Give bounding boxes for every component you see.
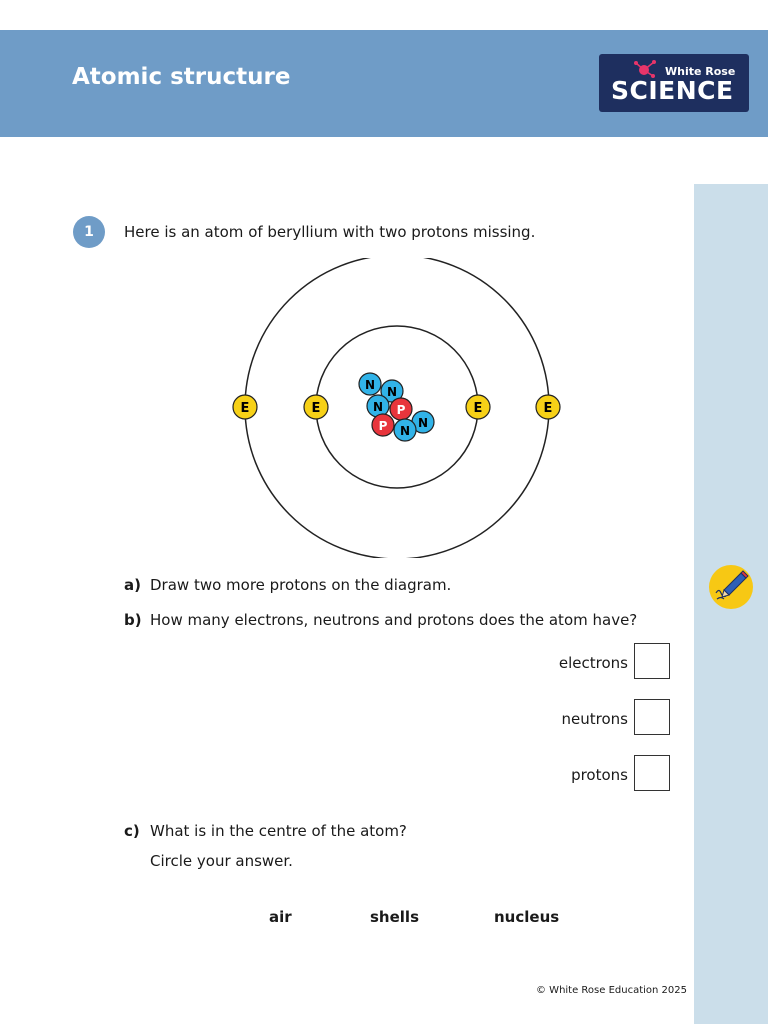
logo-subtitle: White Rose	[665, 65, 736, 78]
pencil-icon	[709, 565, 753, 609]
answer-label-neutrons: neutrons	[561, 710, 628, 728]
svg-text:E: E	[240, 401, 250, 416]
question-number-badge: 1	[73, 216, 105, 248]
svg-text:N: N	[364, 378, 376, 392]
answer-option-shells[interactable]: shells	[370, 908, 419, 926]
part-a-text: Draw two more protons on the diagram.	[150, 576, 452, 594]
answer-box-neutrons[interactable]	[634, 699, 670, 735]
svg-text:P: P	[378, 419, 388, 433]
neutron	[359, 373, 381, 395]
answer-box-protons[interactable]	[634, 755, 670, 791]
answer-label-electrons: electrons	[558, 654, 628, 672]
svg-text:P: P	[396, 403, 406, 417]
answer-option-nucleus[interactable]: nucleus	[494, 908, 560, 926]
answer-option-air[interactable]: air	[269, 908, 292, 926]
question-text: Here is an atom of beryllium with two protons missing.	[124, 223, 536, 241]
proton	[390, 398, 412, 420]
beryllium-atom-diagram	[230, 258, 570, 558]
svg-text:E: E	[311, 401, 321, 416]
copyright-footer: © White Rose Education 2025	[536, 985, 688, 996]
svg-text:E: E	[543, 401, 553, 416]
page-title: Atomic structure	[72, 64, 291, 90]
nucleus	[359, 373, 434, 441]
svg-text:N: N	[372, 400, 384, 414]
logo-wordmark: SCIENCE	[611, 76, 734, 105]
part-c-text: What is in the centre of the atom?	[150, 822, 407, 840]
part-c-instruction: Circle your answer.	[150, 852, 293, 870]
answer-label-protons: protons	[571, 766, 628, 784]
electron	[233, 395, 257, 419]
electron	[536, 395, 560, 419]
svg-text:N: N	[417, 416, 429, 430]
proton	[372, 414, 394, 436]
white-rose-science-logo	[599, 54, 749, 112]
svg-text:N: N	[386, 385, 398, 399]
part-c-letter: c)	[124, 822, 140, 840]
electron	[466, 395, 490, 419]
part-a-letter: a)	[124, 576, 141, 594]
svg-text:E: E	[473, 401, 483, 416]
part-b-text: How many electrons, neutrons and protons does the atom have?	[150, 611, 638, 629]
pencil-badge	[709, 565, 753, 609]
part-b-letter: b)	[124, 611, 142, 629]
neutron	[367, 395, 389, 417]
answer-box-electrons[interactable]	[634, 643, 670, 679]
electron	[304, 395, 328, 419]
svg-text:N: N	[399, 424, 411, 438]
neutron	[394, 419, 416, 441]
